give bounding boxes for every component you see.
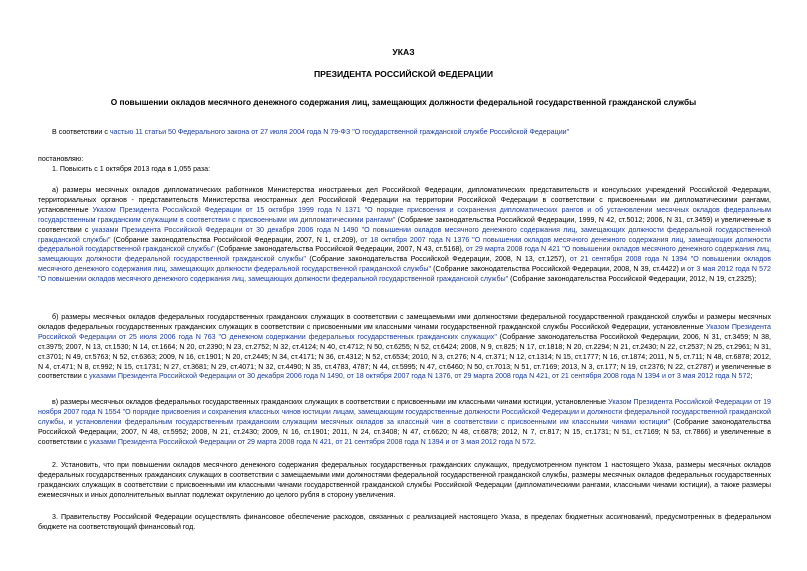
item-a-text-7: (Собрание законодательства Российской Федерации, 2012, N 19, ст.2325); [508, 275, 757, 284]
item-3-paragraph: 3. Правительству Российской Федерации осуществлять финансовое обеспечение расходов, связанных с реализацией настоящего Указа, в пределах бюджетных ассигнований, предусмотренных в федеральном бюджете на соответствующий финансовый год. [38, 513, 771, 531]
item-b-link-1[interactable]: Указом Президента Российской Федерации от 25 июля 2006 года N 763 "О денежном содержании федеральных государственных гражданских служащих" [38, 322, 771, 341]
item-b-text-3: ; [750, 372, 753, 381]
item-b-text-1: б) размеры месячных окладов федеральных государственных гражданских служащих в соответствии с замещаемыми ими должностями федеральной государственной гражданской службы и размеры месячных окладов федеральных государственных гражданских служащих в соответствии с присвоенными им классными чинами государственной гражданской службы Российской Федерации, установленные [38, 313, 771, 331]
item-b-paragraph [38, 313, 771, 382]
item-a-link-1[interactable]: Указом Президента Российской Федерации от 15 октября 1999 года N 1371 "О порядке присвоения и сохранения дипломатических рангов и об установлении месячных окладов федеральным государственным гражданским служащим в соответствии с присвоенными им дипломатическими рангами" [38, 205, 772, 224]
item-v-text-3: . [533, 437, 536, 446]
item-a-text-3: (Собрание законодательства Российской Федерации, 2007, N 1, ст.209), [110, 235, 361, 244]
item-a-link-6[interactable]: от 3 мая 2012 года N 572 "О повышении окладов месячного денежного содержания лиц, замещающих должности федеральной государственной гражданской службы" [38, 265, 771, 284]
item-1-heading: 1. Повысить с 1 октября 2013 года в 1,055 раза: [52, 165, 211, 173]
item-v-text-2: (Собрание законодательства Российской Федерации, 2007, N 48, ст.5952; 2008, N 21, ст.2430; 2009, N 16, ст.1901; 2011, N 24, ст.3408; N 47, ст.6620; N 48, ст.6878; 2012, N 7, ст.817; N 15, ст.1731; N 51, ст.7169; N 53, ст.7866) и увеличенные в соответствии с [38, 417, 771, 446]
item-a-link-2[interactable]: указами Президента Российской Федерации от 30 декабря 2006 года N 1490 "О повышении окладов месячного денежного содержания лиц, замещающих должности федеральной государственной гражданской службы" [38, 225, 771, 244]
legal-basis-paragraph [38, 128, 771, 138]
item-2-paragraph: 2. Установить, что при повышении окладов месячного денежного содержания федеральных государственных гражданских служащих, предусмотренном пунктом 1 настоящего Указа, размеры месячных окладов федеральных государственных гражданских служащих в соответствии с замещаемыми ими должностями федеральной государственной гражданской службы, размеры месячных окладов федеральных государственных гражданских служащих в соответствии с присвоенными им классными чинами государственной гражданской службы Российской Федерации (дипломатическими рангами, классными чинами юстиции), а также размеры ежемесячных и иных дополнительных выплат подлежат округлению до целого рубля в сторону увеличения. [38, 461, 771, 499]
basis-law-link[interactable]: частью 11 статьи 50 Федерального закона от 27 июля 2004 года N 79-ФЗ "О государственной гражданской службе Российской Федерации" [109, 128, 570, 136]
document-subject-title: О повышении окладов месячного денежного содержания лиц, замещающих должности федеральной государственной гражданской службы [110, 97, 697, 107]
item-v-text-1: в) размеры месячных окладов федеральных государственных гражданских служащих в соответствии с присвоенными им классными чинами юстиции, установленные [52, 398, 609, 406]
item-a-link-3[interactable]: от 18 октября 2007 года N 1376 "О повышении окладов месячного денежного содержания лиц, замещающих должности федеральной государственной гражданской службы" [38, 235, 771, 254]
item-a-text-4: (Собрание законодательства Российской Федерации, 2007, N 43, ст.5168), [214, 245, 466, 254]
item-a-paragraph [38, 186, 771, 285]
item-v-paragraph [38, 398, 771, 448]
document-type-title: УКАЗ [392, 47, 415, 57]
document-issuer-title: ПРЕЗИДЕНТА РОССИЙСКОЙ ФЕДЕРАЦИИ [313, 69, 494, 79]
item-a-text-2: (Собрание законодательства Российской Федерации, 1999, N 42, ст.5012; 2006, N 31, ст.3459) и увеличенные в соответствии с [38, 215, 771, 234]
item-b-link-2[interactable]: указами Президента Российской Федерации от 30 декабря 2006 года N 1490, от 18 октября 2007 года N 1376, от 29 марта 2008 года N 421, от 21 сентября 2008 года N 1394 и от 3 мая 2012 года N 572 [89, 372, 751, 381]
item-b-text-2: (Собрание законодательства Российской Федерации, 2006, N 31, ст.3459; N 38, ст.3975; 2007, N 13, ст.1530; N 14, ст.1664; N 20, ст.2390; N 23, ст.2752; N 32, ст.4124; N 40, ст.4712; N 50, ст.6255; N 52, ст.6424; 2008, N 9, ст.825; N 17, ст.1818; N 20, ст.2294; N 21, ст.2430; N 22, ст.2537; N 25, ст.2961; N 31, ст.3701; N 49, ст.5763; N 52, ст.6363; 2009, N 16, ст.1901; N 20, ст.2445; N 34, ст.4171; N 36, ст.4312; N 52, ст.6534; 2010, N 3, ст.276; N 4, ст.371; N 12, ст.1314; N 15, ст.1777; N 16, ст.1874; 2011, N 5, ст.711; N 48, ст.6878; 2012, N 4, ст.471; N 8, ст.992; N 15, ст.1731; N 27, ст.3681; N 29, ст.4071; N 32, ст.4490; N 35, ст.4783, 4787; N 44, ст.5995; N 47, ст.6460; N 50, ст.7013; N 51, ст.7169; 2013, N 3, ст.177; N 19, ст.2376; N 22, ст.2787) и увеличенные в соответствии с [38, 332, 771, 381]
item-v-link-1[interactable]: Указом Президента Российской Федерации от 19 ноября 2007 года N 1554 "О порядке присвоения и сохранения классных чинов юстиции лицам, замещающим государственные должности Российской Федерации и должности федеральной государственной гражданской службы, и установлении федеральным государственным гражданским служащим месячных окладов за классный чин в соответствии с присвоенными им классными чинами юстиции" [38, 398, 771, 426]
item-a-link-5[interactable]: от 21 сентября 2008 года N 1394 "О повышении окладов месячного денежного содержания лиц, замещающих должности федеральной государственной гражданской службы" [38, 255, 771, 274]
item-a-text-6: (Собрание законодательства Российской Федерации, 2008, N 39, ст.4422) и [430, 265, 688, 274]
item-a-text-5: (Собрание законодательства Российской Федерации, 2008, N 13, ст.1257), [305, 255, 570, 264]
item-a-text-1: а) размеры месячных окладов дипломатических работников Министерства иностранных дел Российской Федерации, дипломатических представительств и консульских учреждений Российской Федерации, территориальных органов - представительств Министерства иностранных дел Российской Федерации на территории Российской Федерации в соответствии с присвоенными им дипломатическими рангами, установленные [38, 186, 771, 214]
item-v-link-2[interactable]: указами Президента Российской Федерации от 29 марта 2008 года N 421, от 21 сентября 2008 года N 1394 и от 3 мая 2012 года N 572 [89, 437, 534, 446]
item-a-link-4[interactable]: от 29 марта 2008 года N 421 "О повышении окладов месячного денежного содержания лиц, замещающих должности федеральной государственной гражданской службы" [38, 245, 771, 264]
decree-word: постановляю: [38, 155, 84, 163]
basis-text: В соответствии с [52, 128, 110, 136]
